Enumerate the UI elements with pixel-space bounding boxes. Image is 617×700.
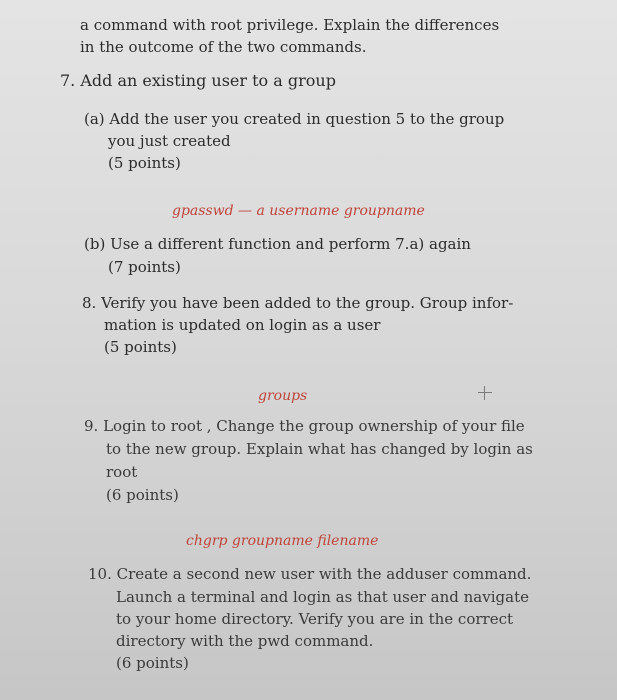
plus-mark-icon — [478, 386, 492, 400]
question-9-line-2: to the new group. Explain what has changed by login as — [106, 440, 533, 458]
question-8-line-1: 8. Verify you have been added to the group. Group infor- — [82, 294, 514, 312]
question-7a-line-2: you just created — [108, 132, 231, 150]
question-7a-line-1: (a) Add the user you created in question 5 to the group — [84, 110, 505, 128]
answer-9: chgrp groupname filename — [186, 533, 379, 549]
question-9-points: (6 points) — [106, 486, 179, 504]
answer-7a: gpasswd — a username groupname — [172, 203, 425, 219]
intro-line-1: a command with root privilege. Explain the differences — [80, 16, 500, 34]
question-8-line-2: mation is updated on login as a user — [104, 316, 381, 334]
intro-line-2: in the outcome of the two commands. — [80, 38, 367, 56]
question-9-line-3: root — [106, 463, 138, 481]
question-7-title: 7. Add an existing user to a group — [60, 71, 336, 90]
question-10-line-2: Launch a terminal and login as that user and navigate — [116, 588, 529, 606]
question-10-line-1: 10. Create a second new user with the adduser command. — [88, 565, 532, 583]
question-10-line-3: to your home directory. Verify you are in the correct — [116, 610, 514, 628]
question-7a-points: (5 points) — [108, 154, 181, 172]
question-8-points: (5 points) — [104, 338, 177, 356]
answer-8: groups — [258, 388, 308, 404]
question-10-points: (6 points) — [116, 654, 189, 672]
question-7b-line-1: (b) Use a different function and perform 7.a) again — [84, 235, 471, 253]
question-9-line-1: 9. Login to root , Change the group ownership of your file — [84, 417, 525, 435]
question-10-line-4: directory with the pwd command. — [116, 632, 374, 650]
question-7b-points: (7 points) — [108, 258, 181, 276]
